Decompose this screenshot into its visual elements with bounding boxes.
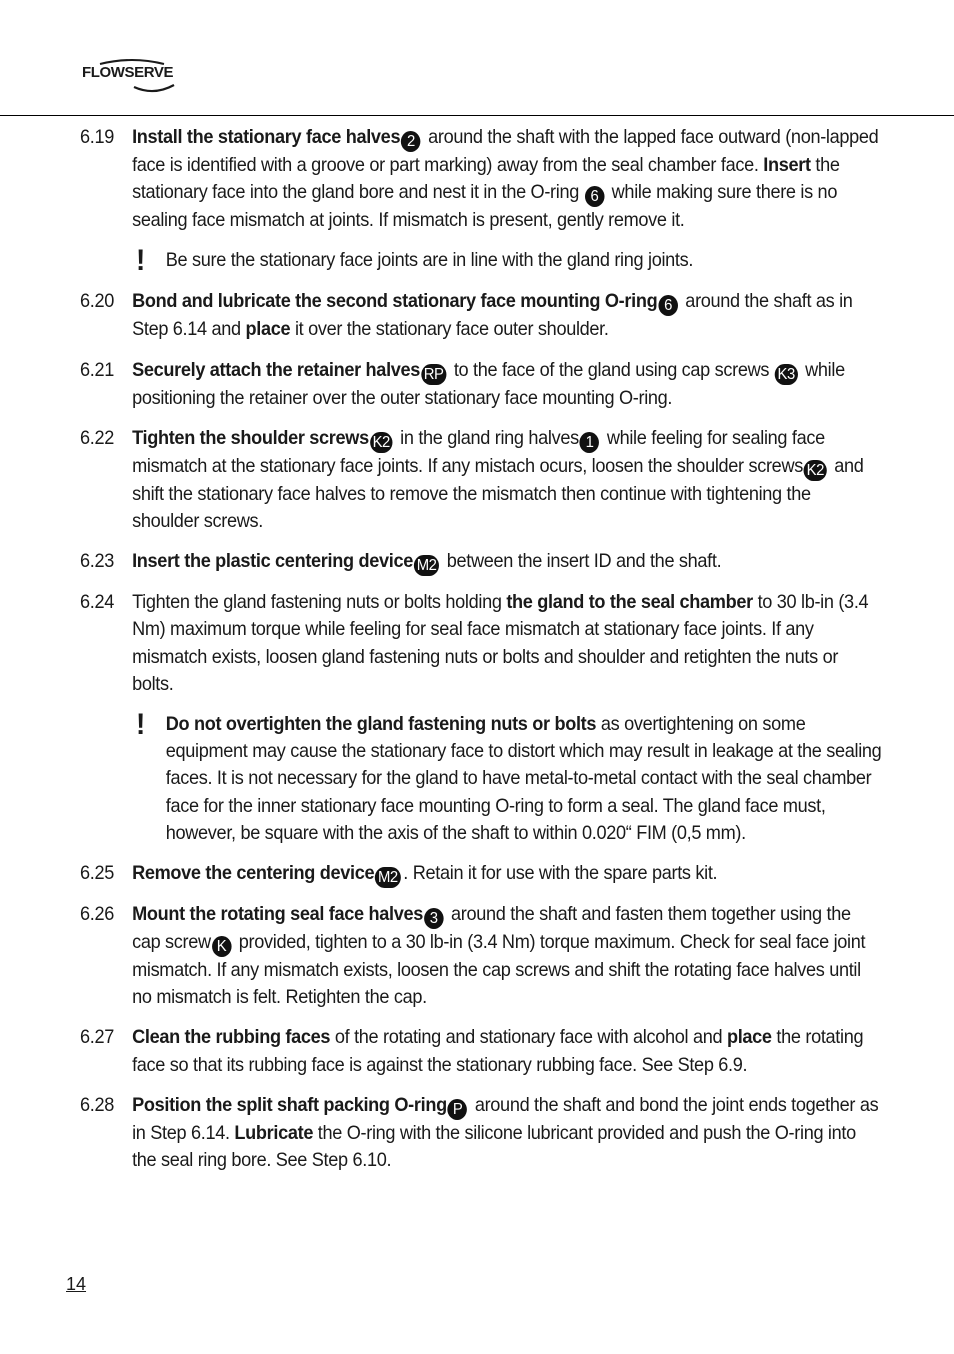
part-callout: M2 <box>375 867 400 888</box>
step-number: 6.24 <box>80 591 115 614</box>
note-text: as overtightening on some equipment may cause the stationary face to distort which may result in leakage at the sealing faces. It is not necessary for the gland to have metal-to-metal contact with the seal chamber face for the inner stationary face mounting O-ring to form a seal. The gland face must, however, be square with the axis of the shaft to within 0.020“ FIM (0,5 mm). <box>165 713 882 844</box>
part-callout: 3 <box>424 908 444 929</box>
note-text: Be sure the stationary face joints are in line with the gland ring joints. <box>165 249 694 272</box>
note-action: Do not overtighten the gland fastening nuts or bolts <box>165 713 597 736</box>
header-rule <box>0 115 954 116</box>
step-text: while making sure there is no sealing face mismatch at joints. If mismatch is present, gently remove it. <box>132 181 838 232</box>
part-callout: 2 <box>401 131 421 152</box>
step-number: 6.22 <box>80 426 115 449</box>
step-action: Mount the rotating seal face halves <box>132 903 424 926</box>
step-6-20 <box>80 288 880 343</box>
step-6-23 <box>80 548 880 576</box>
document-body <box>80 124 880 1174</box>
step-number: 6.19 <box>80 126 115 148</box>
step-6-21 <box>80 357 880 412</box>
step-6-26 <box>80 901 880 1011</box>
step-text: to 30 lb-in (3.4 Nm) maximum torque while feeling for seal face mismatch at stationary face joints. If any mismatch exists, loosen gland fastening nuts or bolts and shoulder and retighten the nuts or bolts. <box>132 591 869 695</box>
step-6-24 <box>80 589 880 698</box>
step-number: 6.23 <box>80 550 115 573</box>
step-number: 6.26 <box>80 903 115 926</box>
step-action: Securely attach the retainer halves <box>132 358 421 381</box>
step-action: place <box>245 318 291 341</box>
step-text: between the insert ID and the shaft. <box>442 550 722 573</box>
step-text: the rotating face so that its rubbing face is against the stationary rubbing face. See Step 6.9. <box>132 1026 864 1076</box>
step-number: 6.27 <box>80 1026 115 1049</box>
step-text: around the shaft and fasten them together using the cap screw <box>132 903 851 954</box>
step-action: Lubricate <box>234 1121 314 1144</box>
step-text: to the face of the gland using cap screws <box>449 358 774 381</box>
part-callout: 6 <box>658 295 678 316</box>
part-callout: K3 <box>775 364 798 385</box>
step-text: Tighten the gland fastening nuts or bolts holding <box>132 591 507 614</box>
step-text: of the rotating and stationary face with alcohol and <box>330 1026 727 1049</box>
step-text: in the gland ring halves <box>395 426 579 449</box>
logo-text: FLOWSERVE <box>82 64 174 81</box>
step-action: place <box>726 1026 772 1049</box>
step-number: 6.20 <box>80 290 115 313</box>
step-6-28 <box>80 1092 880 1174</box>
step-action: Bond and lubricate the second stationary face mounting O-ring <box>132 290 658 313</box>
step-6-27 <box>80 1024 880 1078</box>
step-text: around the shaft as in Step 6.14 and <box>132 290 853 341</box>
part-callout: K <box>212 936 232 957</box>
part-callout: 1 <box>580 432 600 453</box>
step-6-25 <box>80 860 880 888</box>
step-text: the O-ring with the silicone lubricant provided and push the O-ring into the seal ring bore. See Step 6.10. <box>132 1121 856 1172</box>
step-number: 6.25 <box>80 862 115 885</box>
step-action: the gland to the seal chamber <box>506 591 753 614</box>
step-text: . Retain it for use with the spare parts kit. <box>403 862 718 885</box>
step-action: Install the stationary face halves <box>132 126 401 148</box>
part-callout: 6 <box>585 186 605 207</box>
step-action: Clean the rubbing faces <box>132 1026 331 1049</box>
part-callout: M2 <box>414 555 439 576</box>
step-number: 6.21 <box>80 358 115 381</box>
step-text: it over the stationary face outer shoulder. <box>290 318 609 341</box>
step-text: provided, tighten to a 30 lb-in (3.4 Nm) torque maximum. Check for seal face joint mismatch. If any mismatch exists, loosen the cap screws and shift the rotating face halves until no mismatch is felt. Retighten the cap. <box>132 931 866 1009</box>
caution-note <box>136 244 884 278</box>
step-number: 6.28 <box>80 1093 115 1116</box>
step-text: while feeling for sealing face mismatch at the stationary face joints. If any mistach ocurs, loosen the shoulder screws <box>132 426 825 477</box>
caution-note <box>136 708 884 847</box>
step-text: around the shaft with the lapped face outward (non-lapped face is identified with a groove or part marking) away from the seal chamber face. <box>132 126 879 176</box>
step-action: Position the split shaft packing O-ring <box>132 1093 447 1116</box>
step-action: Insert the plastic centering device <box>132 550 413 573</box>
step-text: and shift the stationary face halves to remove the mismatch then continue with tightening the shoulder screws. <box>132 454 864 533</box>
caution-icon: ! <box>136 708 145 742</box>
flowserve-logo <box>82 58 192 98</box>
step-text: the stationary face into the gland bore and nest it in the O-ring <box>132 154 840 204</box>
step-action: Remove the centering device <box>132 862 375 885</box>
part-callout: K2 <box>804 460 827 481</box>
step-6-22 <box>80 425 880 535</box>
step-action: Insert <box>763 154 811 176</box>
part-callout: P <box>448 1099 468 1120</box>
part-callout: K2 <box>370 432 393 453</box>
step-text: while positioning the retainer over the outer stationary face mounting O-ring. <box>132 358 845 409</box>
part-callout: RP <box>421 364 446 385</box>
page-number: 14 <box>66 1274 87 1294</box>
step-6-19 <box>80 124 880 234</box>
step-action: Tighten the shoulder screws <box>132 426 369 449</box>
step-text: around the shaft and bond the joint ends together as in Step 6.14. <box>132 1093 879 1144</box>
caution-icon: ! <box>136 244 145 278</box>
